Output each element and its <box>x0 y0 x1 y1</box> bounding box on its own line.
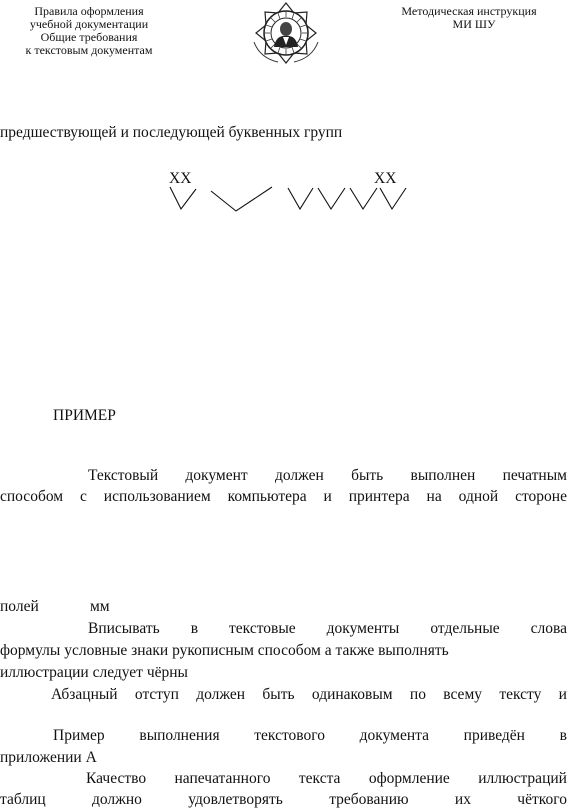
paragraph-line <box>88 467 567 485</box>
word: в <box>559 727 567 744</box>
word: тексту <box>499 686 542 703</box>
word: в <box>190 620 199 637</box>
word: принтера <box>348 488 410 505</box>
word: Качество <box>86 770 147 787</box>
word: оформление <box>368 770 450 787</box>
text-line: иллюстрации следует чёрны <box>0 664 188 681</box>
word: удовлетворять <box>188 791 283 808</box>
fields-word: полей <box>0 598 39 615</box>
word: приведён <box>463 727 525 744</box>
word: таблиц <box>0 791 46 808</box>
xx-label-right: XX <box>374 170 397 187</box>
word: документы <box>326 620 400 637</box>
word: всему <box>443 686 483 703</box>
word: компьютера <box>227 488 307 505</box>
word: выполнения <box>139 727 220 744</box>
word: выполнен <box>410 467 476 484</box>
paragraph-line <box>86 770 567 788</box>
word: способом <box>0 488 64 505</box>
paragraph-line <box>53 727 567 745</box>
header-left-line: учебной документации <box>29 17 149 31</box>
word: Пример <box>53 727 105 744</box>
grouping-marks <box>0 160 569 220</box>
paragraph-line <box>0 791 567 809</box>
word: должен <box>196 686 246 703</box>
word: отступ <box>134 686 179 703</box>
header-right-line: МИ ШУ <box>452 17 496 31</box>
header-right-line: Методическая инструкция <box>401 4 537 18</box>
header-left-line: к текстовым документам <box>25 43 153 57</box>
header-left-line: Общие требования <box>40 30 138 44</box>
example-label: ПРИМЕР <box>53 407 116 424</box>
word: быть <box>351 467 384 484</box>
word: Вписывать <box>88 620 160 637</box>
word: требованию <box>329 791 409 808</box>
word: должно <box>92 791 142 808</box>
word: чёткого <box>517 791 567 808</box>
xx-label-left: XX <box>169 170 192 187</box>
word: использованием <box>103 488 211 505</box>
word: их <box>454 791 471 808</box>
word: и <box>323 488 332 505</box>
header-left <box>6 5 172 57</box>
word: документ <box>185 467 248 484</box>
word: документа <box>359 727 429 744</box>
word: Текстовый <box>88 467 159 484</box>
word: Абзацный <box>51 686 118 703</box>
header-right <box>384 5 554 31</box>
paragraph-line <box>88 620 567 638</box>
word: стороне <box>515 488 567 505</box>
word: одной <box>458 488 499 505</box>
word: на <box>426 488 442 505</box>
word: быть <box>262 686 295 703</box>
word: печатным <box>502 467 567 484</box>
word: напечатанного <box>174 770 271 787</box>
word: должен <box>274 467 324 484</box>
word: текстового <box>254 727 325 744</box>
word: текста <box>298 770 341 787</box>
word: текстовые <box>229 620 296 637</box>
word: по <box>409 686 426 703</box>
header-left-line: Правила оформления <box>34 4 144 18</box>
word: слова <box>530 620 567 637</box>
word: иллюстраций <box>478 770 567 787</box>
fields-unit: мм <box>90 598 110 615</box>
word: и <box>558 686 567 703</box>
institution-seal <box>248 2 324 64</box>
paragraph-line <box>0 488 567 506</box>
text-line: приложении А <box>0 749 97 766</box>
text-line: предшествующей и последующей буквенных групп <box>0 124 343 141</box>
word: одинаковым <box>311 686 393 703</box>
paragraph-line <box>51 686 567 704</box>
word: с <box>80 488 87 505</box>
text-line: формулы условные знаки рукописным способом а также выполнять <box>0 642 449 659</box>
word: отдельные <box>430 620 500 637</box>
